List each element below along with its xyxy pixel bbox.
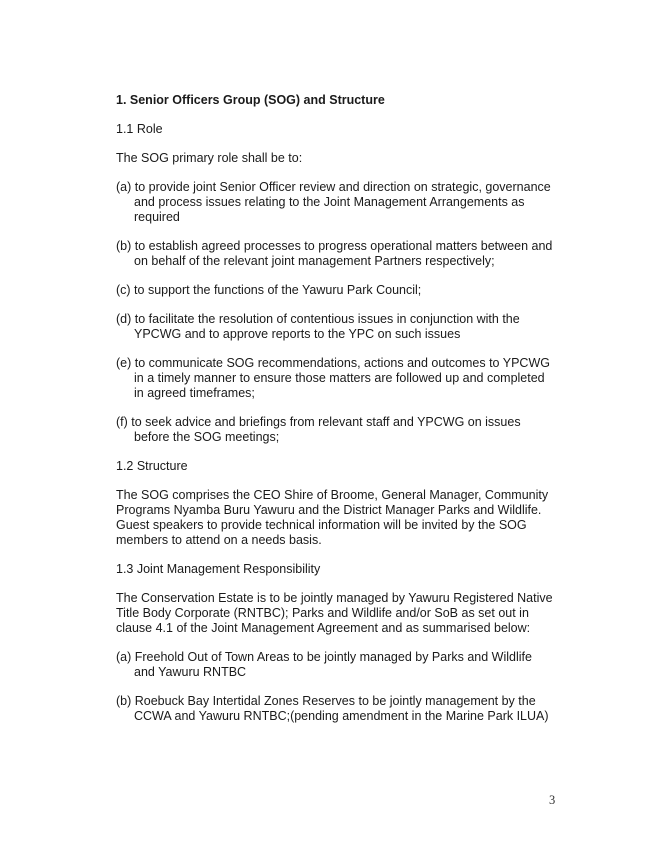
responsibility-item-a: (a) Freehold Out of Town Areas to be jointly managed by Parks and Wildlife and Yawuru RNTBC [116, 650, 532, 679]
role-item-a: (a) to provide joint Senior Officer review and direction on strategic, governance and process issues relating to the Joint Management Arrangements as required [116, 180, 551, 224]
structure-text: The SOG comprises the CEO Shire of Broome, General Manager, Community Programs Nyamba Buru Yawuru and the District Manager Parks and Wildlife. Guest speakers to provide technical information will be invited by the SOG members to attend on a needs basis. [116, 488, 549, 547]
role-item-f: (f) to seek advice and briefings from relevant staff and YPCWG on issues before the SOG meetings; [116, 415, 521, 444]
responsibility-item-b: (b) Roebuck Bay Intertidal Zones Reserves to be jointly management by the CCWA and Yawuru RNTBC;(pending amendment in the Marine Park ILUA) [116, 694, 549, 723]
role-item-d: (d) to facilitate the resolution of contentious issues in conjunction with the YPCWG and to approve reports to the YPC on such issues [116, 312, 520, 341]
role-item-b: (b) to establish agreed processes to progress operational matters between and on behalf of the relevant joint management Partners respectively; [116, 239, 553, 268]
role-item-e: (e) to communicate SOG recommendations, actions and outcomes to YPCWG in a timely manner to ensure those matters are followed up and completed in agreed timeframes; [116, 356, 550, 400]
section-heading: 1. Senior Officers Group (SOG) and Structure [116, 93, 385, 107]
subheading-structure: 1.2 Structure [116, 459, 188, 473]
page-content [116, 93, 556, 738]
subheading-responsibility: 1.3 Joint Management Responsibility [116, 562, 321, 576]
page-number: 3 [549, 793, 556, 807]
subheading-role: 1.1 Role [116, 122, 163, 136]
role-item-c: (c) to support the functions of the Yawuru Park Council; [116, 283, 422, 297]
responsibility-text: The Conservation Estate is to be jointly managed by Yawuru Registered Native Title Body Corporate (RNTBC); Parks and Wildlife and/or SoB as set out in clause 4.1 of the Joint Management Agreement and as summarised below: [116, 591, 553, 635]
role-intro: The SOG primary role shall be to: [116, 151, 303, 165]
